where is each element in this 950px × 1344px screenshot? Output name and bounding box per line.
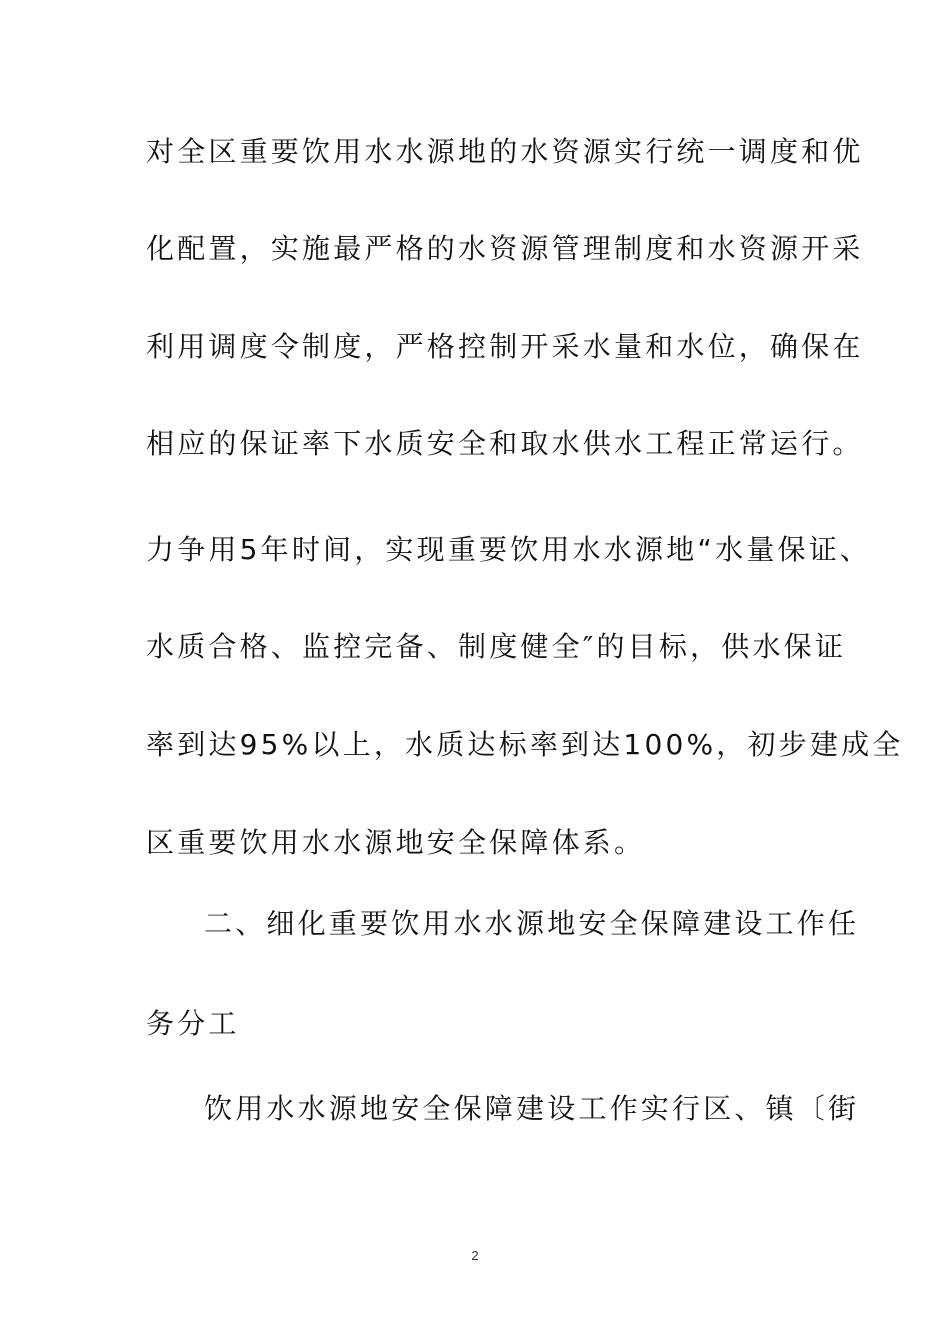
paragraph-line: 对全区重要饮用水水源地的水资源实行统一调度和优 — [146, 135, 864, 168]
paragraph-line: 区重要饮用水水源地安全保障体系。 — [146, 826, 646, 859]
paragraph-line: 利用调度令制度，严格控制开采水量和水位，确保在 — [146, 330, 864, 363]
paragraph-line: 水质合格、监控完备、制度健全″的目标，供水保证 — [146, 630, 847, 663]
paragraph-line: 力争用5年时间，实现重要饮用水水源地“水量保证、 — [146, 533, 872, 566]
paragraph-line: 化配置，实施最严格的水资源管理制度和水资源开采 — [146, 232, 864, 265]
page-number: 2 — [471, 1248, 479, 1263]
section-heading-line: 务分工 — [146, 1007, 240, 1040]
paragraph-line: 相应的保证率下水质安全和取水供水工程正常运行。 — [146, 427, 864, 460]
section-heading-line: 二、细化重要饮用水水源地安全保障建设工作任 — [204, 907, 860, 940]
paragraph-line: 率到达95%以上，水质达标率到达100%，初步建成全 — [146, 728, 904, 761]
paragraph-line: 饮用水水源地安全保障建设工作实行区、镇〔街 — [204, 1092, 860, 1125]
